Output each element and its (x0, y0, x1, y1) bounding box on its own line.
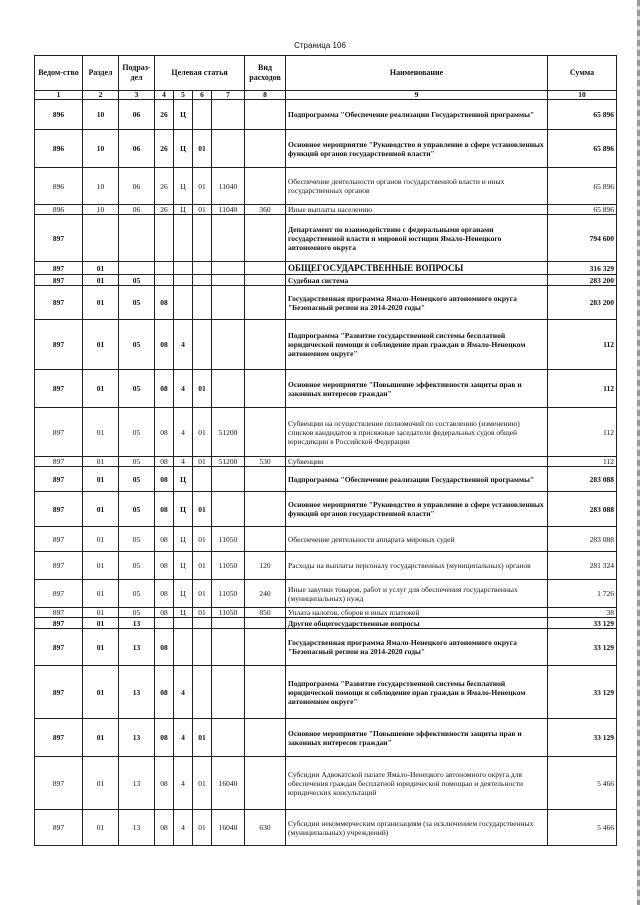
cell-summa: 283 088 (548, 492, 617, 527)
cell-podrazdel: 05 (119, 492, 155, 527)
cell-program: 08 (155, 719, 174, 757)
cell-summa: 283 200 (548, 286, 617, 320)
cell-direction: 16040 (212, 810, 245, 846)
cell-program: 08 (155, 552, 174, 580)
cell-vedomstvo: 897 (35, 320, 83, 370)
cell-vedomstvo: 897 (35, 666, 83, 719)
cell-summa: 283 200 (548, 275, 617, 286)
cell-subprogram: Ц (174, 552, 193, 580)
cell-naimenovanie: Департамент по взаимодействию с федеральными органами государственной власти и мировой юстиции Ямало-Ненецкого автономного округа (286, 215, 548, 262)
cell-podrazdel: 06 (119, 205, 155, 215)
cell-vid-rashodov: 530 (245, 457, 286, 467)
cell-vedomstvo: 897 (35, 618, 83, 629)
cell-naimenovanie: Субсидии Адвокатской палате Ямало-Ненецкого автономного округа для обеспечения граждан бесплатной юридической помощью и деятельности юридических консультаций (286, 757, 548, 810)
cell-razdel: 01 (83, 262, 119, 275)
cell-vid-rashodov (245, 527, 286, 552)
cell-event (193, 275, 212, 286)
table-row (35, 262, 617, 275)
cell-razdel: 01 (83, 757, 119, 810)
cell-event: 01 (193, 608, 212, 618)
cell-naimenovanie: Основное мероприятие "Повышение эффективности защиты прав и законных интересов граждан" (286, 719, 548, 757)
cell-razdel: 10 (83, 130, 119, 168)
cell-direction (212, 719, 245, 757)
cell-program (155, 618, 174, 629)
cell-summa: 5 466 (548, 810, 617, 846)
budget-table (34, 55, 617, 846)
cell-vedomstvo: 897 (35, 719, 83, 757)
column-number: 5 (174, 91, 193, 100)
cell-direction: 51200 (212, 457, 245, 467)
cell-event: 01 (193, 552, 212, 580)
cell-naimenovanie: Судебная система (286, 275, 548, 286)
column-numbers-row (35, 91, 617, 100)
table-row (35, 168, 617, 205)
cell-summa: 112 (548, 457, 617, 467)
cell-razdel: 01 (83, 492, 119, 527)
cell-program (155, 262, 174, 275)
cell-direction (212, 666, 245, 719)
header-naimenovanie: Наименование (286, 56, 548, 91)
cell-vid-rashodov (245, 215, 286, 262)
cell-vedomstvo: 897 (35, 262, 83, 275)
cell-vedomstvo: 897 (35, 467, 83, 492)
cell-program: 26 (155, 100, 174, 130)
cell-summa: 33 129 (548, 629, 617, 666)
cell-event: 01 (193, 810, 212, 846)
cell-direction (212, 286, 245, 320)
cell-podrazdel: 05 (119, 552, 155, 580)
cell-event: 01 (193, 130, 212, 168)
cell-direction (212, 320, 245, 370)
cell-subprogram (174, 275, 193, 286)
cell-razdel: 10 (83, 100, 119, 130)
cell-program: 08 (155, 757, 174, 810)
cell-naimenovanie: Основное мероприятие "Руководство и управление в сфере установленных функций органов государственной власти" (286, 130, 548, 168)
cell-razdel (83, 215, 119, 262)
cell-summa: 33 129 (548, 666, 617, 719)
cell-razdel: 01 (83, 810, 119, 846)
cell-summa: 112 (548, 370, 617, 408)
table-body (35, 100, 617, 846)
cell-subprogram: 4 (174, 719, 193, 757)
cell-direction: 11040 (212, 168, 245, 205)
header-podrazdel: Подраз-дел (119, 56, 155, 91)
cell-vid-rashodov (245, 618, 286, 629)
table-row (35, 719, 617, 757)
cell-subprogram: Ц (174, 130, 193, 168)
cell-vedomstvo: 896 (35, 100, 83, 130)
cell-podrazdel: 05 (119, 408, 155, 457)
cell-razdel: 01 (83, 666, 119, 719)
cell-summa: 65 896 (548, 130, 617, 168)
table-row (35, 629, 617, 666)
cell-direction (212, 100, 245, 130)
cell-podrazdel: 05 (119, 580, 155, 608)
cell-event: 01 (193, 527, 212, 552)
cell-event (193, 215, 212, 262)
table-row (35, 618, 617, 629)
cell-naimenovanie: Иные закупки товаров, работ и услуг для обеспечения государственных (муниципальных) нужд (286, 580, 548, 608)
cell-podrazdel: 13 (119, 666, 155, 719)
cell-direction: 11050 (212, 552, 245, 580)
cell-program (155, 215, 174, 262)
table-row (35, 608, 617, 618)
cell-direction (212, 130, 245, 168)
table-row (35, 552, 617, 580)
cell-vedomstvo: 897 (35, 552, 83, 580)
cell-podrazdel: 05 (119, 608, 155, 618)
cell-subprogram: Ц (174, 580, 193, 608)
cell-razdel: 01 (83, 527, 119, 552)
cell-naimenovanie: Подпрограмма "Развитие государственной системы бесплатной юридической помощи и соблюдение прав граждан в Ямало-Ненецком автономном округе" (286, 666, 548, 719)
cell-direction: 16040 (212, 757, 245, 810)
cell-razdel: 01 (83, 467, 119, 492)
cell-subprogram: Ц (174, 168, 193, 205)
cell-event: 01 (193, 580, 212, 608)
cell-vedomstvo: 896 (35, 130, 83, 168)
cell-razdel: 10 (83, 205, 119, 215)
header-razdel: Раздел (83, 56, 119, 91)
cell-podrazdel: 05 (119, 320, 155, 370)
cell-program: 26 (155, 130, 174, 168)
cell-summa: 65 896 (548, 205, 617, 215)
cell-vedomstvo: 897 (35, 215, 83, 262)
cell-razdel: 01 (83, 608, 119, 618)
cell-program: 08 (155, 666, 174, 719)
cell-vedomstvo: 897 (35, 492, 83, 527)
header-vedomstvo: Ведом-ство (35, 56, 83, 91)
cell-subprogram: Ц (174, 492, 193, 527)
cell-vedomstvo: 897 (35, 275, 83, 286)
cell-vid-rashodov (245, 320, 286, 370)
column-number: 10 (548, 91, 617, 100)
cell-event (193, 320, 212, 370)
column-number: 4 (155, 91, 174, 100)
cell-event (193, 666, 212, 719)
cell-program: 08 (155, 629, 174, 666)
cell-summa: 65 896 (548, 168, 617, 205)
table-row (35, 666, 617, 719)
cell-summa: 65 896 (548, 100, 617, 130)
cell-naimenovanie: Уплата налогов, сборов и иных платежей (286, 608, 548, 618)
cell-direction (212, 492, 245, 527)
cell-podrazdel: 06 (119, 130, 155, 168)
cell-subprogram: Ц (174, 100, 193, 130)
cell-naimenovanie: Субвенции (286, 457, 548, 467)
cell-vid-rashodov (245, 275, 286, 286)
cell-vid-rashodov (245, 262, 286, 275)
cell-vid-rashodov (245, 286, 286, 320)
cell-direction (212, 215, 245, 262)
cell-naimenovanie: Государственная программа Ямало-Ненецкого автономного округа "Безопасный регион на 2014-2020 годы" (286, 629, 548, 666)
cell-subprogram (174, 215, 193, 262)
cell-summa: 281 324 (548, 552, 617, 580)
cell-podrazdel: 13 (119, 618, 155, 629)
cell-podrazdel: 05 (119, 457, 155, 467)
cell-subprogram: 4 (174, 666, 193, 719)
cell-vedomstvo: 897 (35, 757, 83, 810)
cell-vid-rashodov (245, 370, 286, 408)
header-vid-rashodov: Вид расходов (245, 56, 286, 91)
cell-vedomstvo: 897 (35, 408, 83, 457)
cell-vid-rashodov (245, 719, 286, 757)
cell-naimenovanie: Иные выплаты населению (286, 205, 548, 215)
cell-program: 08 (155, 580, 174, 608)
table-row (35, 810, 617, 846)
cell-event: 01 (193, 457, 212, 467)
cell-vid-rashodov: 240 (245, 580, 286, 608)
table-row (35, 320, 617, 370)
cell-razdel: 01 (83, 286, 119, 320)
cell-podrazdel (119, 215, 155, 262)
cell-direction (212, 370, 245, 408)
cell-event (193, 262, 212, 275)
cell-event (193, 629, 212, 666)
cell-program: 08 (155, 408, 174, 457)
cell-subprogram: Ц (174, 527, 193, 552)
cell-naimenovanie: Подпрограмма "Обеспечение реализации Государственной программы" (286, 467, 548, 492)
cell-subprogram: 4 (174, 370, 193, 408)
cell-subprogram (174, 629, 193, 666)
cell-naimenovanie: Государственная программа Ямало-Ненецкого автономного округа "Безопасный регион на 2014-2020 годы" (286, 286, 548, 320)
table-row (35, 457, 617, 467)
cell-direction: 51200 (212, 408, 245, 457)
cell-vid-rashodov (245, 408, 286, 457)
cell-razdel: 01 (83, 408, 119, 457)
cell-event: 01 (193, 719, 212, 757)
cell-direction: 11050 (212, 527, 245, 552)
table-header (35, 56, 617, 100)
cell-direction (212, 467, 245, 492)
column-number: 7 (212, 91, 245, 100)
cell-program: 08 (155, 457, 174, 467)
cell-podrazdel: 05 (119, 370, 155, 408)
cell-razdel: 01 (83, 552, 119, 580)
cell-naimenovanie: Подпрограмма "Обеспечение реализации Государственной программы" (286, 100, 548, 130)
cell-vid-rashodov (245, 100, 286, 130)
cell-direction (212, 629, 245, 666)
cell-vid-rashodov (245, 467, 286, 492)
header-summa: Сумма (548, 56, 617, 91)
cell-program: 26 (155, 205, 174, 215)
cell-event (193, 100, 212, 130)
cell-razdel: 01 (83, 719, 119, 757)
cell-razdel: 01 (83, 320, 119, 370)
table-row (35, 275, 617, 286)
cell-vedomstvo: 897 (35, 370, 83, 408)
cell-summa: 38 (548, 608, 617, 618)
cell-naimenovanie: Субсидии некоммерческим организациям (за исключением государственных (муниципальных) учреждений) (286, 810, 548, 846)
cell-summa: 112 (548, 408, 617, 457)
column-number: 3 (119, 91, 155, 100)
cell-vedomstvo: 897 (35, 286, 83, 320)
column-number: 9 (286, 91, 548, 100)
cell-podrazdel: 06 (119, 100, 155, 130)
page-number: Страница 106 (294, 41, 346, 50)
cell-naimenovanie: Другие общегосударственные вопросы (286, 618, 548, 629)
table-row (35, 757, 617, 810)
cell-program: 08 (155, 320, 174, 370)
table-row (35, 492, 617, 527)
cell-vedomstvo: 897 (35, 457, 83, 467)
cell-vid-rashodov (245, 130, 286, 168)
cell-subprogram: 4 (174, 320, 193, 370)
cell-event: 01 (193, 408, 212, 457)
header-celevaya-statya: Целевая статья (155, 56, 245, 91)
cell-razdel: 01 (83, 580, 119, 608)
cell-program: 26 (155, 168, 174, 205)
cell-subprogram: Ц (174, 467, 193, 492)
cell-vedomstvo: 897 (35, 629, 83, 666)
cell-vid-rashodov: 120 (245, 552, 286, 580)
cell-event (193, 618, 212, 629)
cell-subprogram: Ц (174, 608, 193, 618)
cell-direction: 11040 (212, 205, 245, 215)
cell-subprogram: 4 (174, 408, 193, 457)
cell-event: 01 (193, 757, 212, 810)
cell-event: 01 (193, 492, 212, 527)
cell-summa: 33 129 (548, 618, 617, 629)
cell-subprogram: Ц (174, 205, 193, 215)
cell-vid-rashodov: 360 (245, 205, 286, 215)
cell-summa: 1 726 (548, 580, 617, 608)
cell-vedomstvo: 896 (35, 205, 83, 215)
cell-program: 08 (155, 286, 174, 320)
cell-razdel: 10 (83, 168, 119, 205)
cell-direction (212, 618, 245, 629)
cell-razdel: 01 (83, 457, 119, 467)
column-number: 2 (83, 91, 119, 100)
cell-direction: 11050 (212, 580, 245, 608)
cell-naimenovanie: Обеспечение деятельности аппарата мировых судей (286, 527, 548, 552)
table-row (35, 205, 617, 215)
cell-summa: 794 600 (548, 215, 617, 262)
cell-naimenovanie: Обеспечение деятельности органов государственной власти и иных государственных органов (286, 168, 548, 205)
header-row (35, 56, 617, 91)
cell-podrazdel: 13 (119, 757, 155, 810)
cell-naimenovanie: Субвенции на осуществление полномочий по составлению (изменению) списков кандидатов в присяжные заседатели федеральных судов общей юрисдикции в Российской Федерации (286, 408, 548, 457)
cell-vid-rashodov (245, 666, 286, 719)
table-row (35, 370, 617, 408)
cell-naimenovanie: Подпрограмма "Развитие государственной системы бесплатной юридической помощи и соблюдение прав граждан в Ямало-Ненецком автономном округе" (286, 320, 548, 370)
cell-naimenovanie: Расходы на выплаты персоналу государственных (муниципальных) органов (286, 552, 548, 580)
cell-podrazdel: 05 (119, 286, 155, 320)
cell-event: 01 (193, 370, 212, 408)
cell-vedomstvo: 897 (35, 810, 83, 846)
table-row (35, 130, 617, 168)
cell-program: 08 (155, 608, 174, 618)
cell-vid-rashodov (245, 492, 286, 527)
cell-podrazdel: 13 (119, 629, 155, 666)
cell-podrazdel (119, 262, 155, 275)
column-number: 1 (35, 91, 83, 100)
cell-razdel: 01 (83, 629, 119, 666)
table-row (35, 408, 617, 457)
cell-razdel: 01 (83, 618, 119, 629)
table-row (35, 467, 617, 492)
cell-razdel: 01 (83, 370, 119, 408)
cell-summa: 283 088 (548, 467, 617, 492)
cell-program: 08 (155, 370, 174, 408)
cell-direction: 11050 (212, 608, 245, 618)
cell-podrazdel: 13 (119, 719, 155, 757)
cell-subprogram (174, 618, 193, 629)
cell-subprogram: 4 (174, 457, 193, 467)
cell-naimenovanie: Основное мероприятие "Руководство и управление в сфере установленных функций органов государственной власти" (286, 492, 548, 527)
cell-podrazdel: 06 (119, 168, 155, 205)
column-number: 6 (193, 91, 212, 100)
cell-subprogram: 4 (174, 757, 193, 810)
table-row (35, 215, 617, 262)
cell-vid-rashodov (245, 757, 286, 810)
cell-summa: 283 088 (548, 527, 617, 552)
cell-vedomstvo: 897 (35, 608, 83, 618)
cell-naimenovanie: Основное мероприятие "Повышение эффективности защиты прав и законных интересов граждан" (286, 370, 548, 408)
cell-subprogram (174, 286, 193, 320)
cell-podrazdel: 13 (119, 810, 155, 846)
cell-event (193, 467, 212, 492)
cell-podrazdel: 05 (119, 467, 155, 492)
cell-program: 08 (155, 492, 174, 527)
cell-summa: 33 129 (548, 719, 617, 757)
cell-vid-rashodov (245, 629, 286, 666)
cell-subprogram (174, 262, 193, 275)
cell-event: 01 (193, 205, 212, 215)
cell-program: 08 (155, 467, 174, 492)
cell-program: 08 (155, 527, 174, 552)
table-row (35, 286, 617, 320)
cell-vedomstvo: 897 (35, 527, 83, 552)
cell-vid-rashodov: 850 (245, 608, 286, 618)
cell-direction (212, 262, 245, 275)
cell-summa: 5 466 (548, 757, 617, 810)
cell-event: 01 (193, 168, 212, 205)
cell-vedomstvo: 896 (35, 168, 83, 205)
cell-podrazdel: 05 (119, 275, 155, 286)
cell-summa: 316 329 (548, 262, 617, 275)
table-row (35, 580, 617, 608)
cell-naimenovanie: ОБЩЕГОСУДАРСТВЕННЫЕ ВОПРОСЫ (286, 262, 548, 275)
cell-vedomstvo: 897 (35, 580, 83, 608)
cell-program: 08 (155, 810, 174, 846)
cell-vid-rashodov (245, 168, 286, 205)
cell-razdel: 01 (83, 275, 119, 286)
cell-summa: 112 (548, 320, 617, 370)
table-row (35, 100, 617, 130)
cell-event (193, 286, 212, 320)
column-number: 8 (245, 91, 286, 100)
cell-direction (212, 275, 245, 286)
cell-subprogram: 4 (174, 810, 193, 846)
table-row (35, 527, 617, 552)
cell-vid-rashodov: 630 (245, 810, 286, 846)
cell-podrazdel: 05 (119, 527, 155, 552)
cell-program (155, 275, 174, 286)
